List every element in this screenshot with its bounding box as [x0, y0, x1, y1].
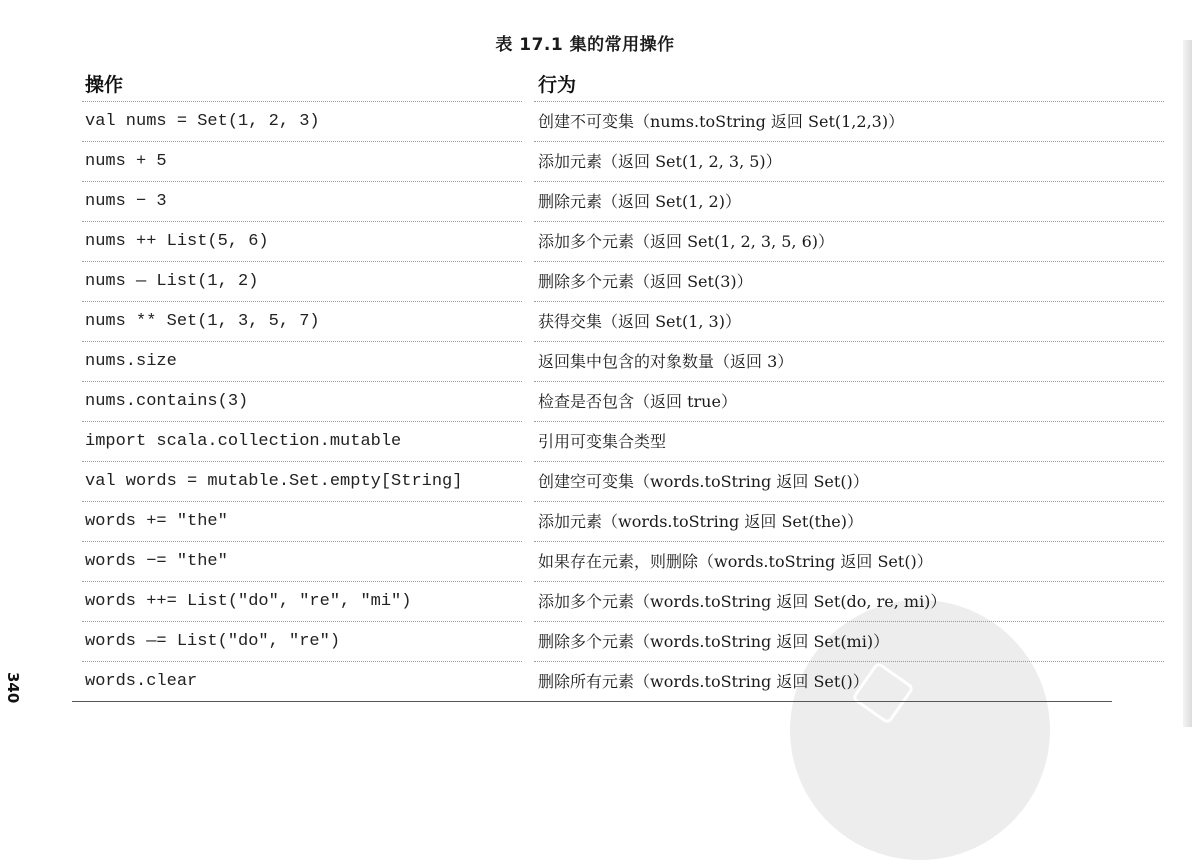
operation-code: nums.contains(3): [85, 392, 249, 411]
table-caption: 表 17.1 集的常用操作: [495, 35, 675, 55]
operation-code: nums.size: [85, 352, 177, 371]
table-row: [72, 342, 1172, 382]
operation-behavior: 删除多个元素（words.toString 返回 Set(mi)）: [538, 632, 890, 651]
operation-code: val words = mutable.Set.empty[String]: [85, 472, 463, 491]
page-edge-shadow: [1183, 40, 1192, 727]
table-row: [72, 142, 1172, 182]
table-row: [72, 422, 1172, 462]
operation-behavior: 引用可变集合类型: [538, 432, 667, 451]
operation-code: nums + 5: [85, 152, 167, 171]
table-row: [72, 382, 1172, 422]
page-number: 340: [4, 672, 22, 704]
table-row: [72, 102, 1172, 142]
operation-behavior: 创建不可变集（nums.toString 返回 Set(1,2,3)）: [538, 112, 905, 131]
table-row: [72, 662, 1172, 702]
operation-code: import scala.collection.mutable: [85, 432, 402, 451]
table-header-row: [72, 68, 1172, 102]
table-row: [72, 182, 1172, 222]
operation-code: words —= List("do", "re"): [85, 632, 341, 651]
operation-behavior: 如果存在元素，则删除（words.toString 返回 Set()）: [538, 552, 933, 571]
table-row: [72, 502, 1172, 542]
operation-behavior: 添加多个元素（返回 Set(1, 2, 3, 5, 6)）: [538, 232, 835, 251]
operation-code: nums − 3: [85, 192, 167, 211]
operation-behavior: 删除多个元素（返回 Set(3)）: [538, 272, 753, 291]
operation-code: words ++= List("do", "re", "mi"): [85, 592, 412, 611]
table-row: [72, 622, 1172, 662]
operation-code: words.clear: [85, 672, 198, 691]
operation-behavior: 添加多个元素（words.toString 返回 Set(do, re, mi)）: [538, 592, 947, 611]
operation-behavior: 检查是否包含（返回 true）: [538, 392, 737, 411]
table-bottom-rule: [72, 701, 1112, 702]
operation-behavior: 删除所有元素（words.toString 返回 Set()）: [538, 672, 869, 691]
operation-code: words −= "the": [85, 552, 228, 571]
header-operation: 操作: [85, 74, 124, 96]
operation-behavior: 删除元素（返回 Set(1, 2)）: [538, 192, 741, 211]
set-operations-table: [72, 68, 1172, 702]
operation-behavior: 返回集中包含的对象数量（返回 3）: [538, 352, 794, 371]
operation-behavior: 获得交集（返回 Set(1, 3)）: [538, 312, 741, 331]
table-row: [72, 582, 1172, 622]
table-row: [72, 302, 1172, 342]
operation-behavior: 添加元素（返回 Set(1, 2, 3, 5)）: [538, 152, 782, 171]
operation-code: nums — List(1, 2): [85, 272, 259, 291]
table-row: [72, 462, 1172, 502]
operation-code: words += "the": [85, 512, 228, 531]
operation-code: val nums = Set(1, 2, 3): [85, 112, 320, 131]
operation-behavior: 添加元素（words.toString 返回 Set(the)）: [538, 512, 864, 531]
table-row: [72, 542, 1172, 582]
table-row: [72, 222, 1172, 262]
operation-code: nums ++ List(5, 6): [85, 232, 269, 251]
operation-code: nums ** Set(1, 3, 5, 7): [85, 312, 320, 331]
operation-behavior: 创建空可变集（words.toString 返回 Set()）: [538, 472, 869, 491]
header-behavior: 行为: [538, 74, 577, 96]
table-row: [72, 262, 1172, 302]
